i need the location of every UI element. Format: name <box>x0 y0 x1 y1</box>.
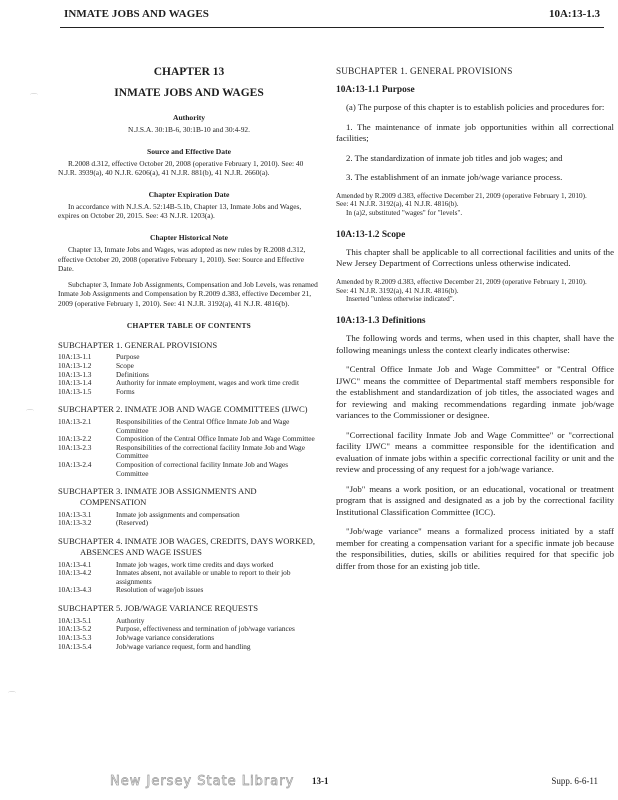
toc-subchapter-title: SUBCHAPTER 4. INMATE JOB WAGES, CREDITS, DAYS WORKED, ABSENCES AND WAGE ISSUES <box>58 536 315 557</box>
toc-row: 10A:13-5.3 Job/wage variance considerations <box>58 632 215 642</box>
section-heading-purpose: 10A:13-1.1 Purpose <box>336 85 415 95</box>
purpose-amendment-note: Amended by R.2009 d.383, effective December 21, 2009 (operative February 1, 2010). See: 41 N.J.R. 3192(a), 41 N.J.R. 4816(b). In (a)2, substituted "wages" for "levels". <box>336 191 587 218</box>
authority-text: N.J.S.A. 30:1B-6, 30:1B-10 and 30:4-92. <box>128 125 250 134</box>
toc-row: 10A:13-1.4 Authority for inmate employment, wages and work time credit <box>58 378 299 388</box>
toc-subchapter-5 <box>58 603 320 651</box>
purpose-item-2: 2. The standardization of inmate job titles and job wages; and <box>346 152 563 163</box>
toc-row: 10A:13-3.2 (Reserved) <box>58 518 149 528</box>
toc-row: 10A:13-2.1 Responsibilities of the Central Office Inmate Job and Wage Committee <box>58 417 290 435</box>
toc-subchapter-title: SUBCHAPTER 1. GENERAL PROVISIONS <box>58 339 218 350</box>
subchapter-heading: SUBCHAPTER 1. GENERAL PROVISIONS <box>336 66 513 76</box>
toc-row: 10A:13-4.3 Resolution of wage/job issues <box>58 585 204 595</box>
toc-row: 10A:13-4.2 Inmates absent, not available or unable to report to their job assignments <box>58 568 291 586</box>
purpose-item-1: 1. The maintenance of inmate job opportunities within all correctional facilities; <box>336 121 614 143</box>
toc-subchapter-title: SUBCHAPTER 3. INMATE JOB ASSIGNMENTS AND COMPENSATION <box>58 486 257 508</box>
toc-row: 10A:13-1.3 Definitions <box>58 369 149 379</box>
chapter-title: INMATE JOBS AND WAGES <box>114 87 264 99</box>
scope-amendment-note: Amended by R.2009 d.383, effective December 21, 2009 (operative February 1, 2010). See: 41 N.J.R. 3192(a), 41 N.J.R. 4816(b). Inserted "unless otherwise indicated". <box>336 277 587 304</box>
history-text-1: Chapter 13, Inmate Jobs and Wages, was adopted as new rules by R.2008 d.312, effective October 20, 2008 (operative February 1, 2010). See: Source and Effective Date. <box>58 244 306 274</box>
source-heading: Source and Effective Date <box>146 146 231 156</box>
toc-subchapter-1 <box>58 340 320 397</box>
toc-row: 10A:13-5.4 Job/wage variance request, form and handling <box>58 641 251 651</box>
library-watermark: New Jersey State Library <box>110 774 295 789</box>
toc-row: 10A:13-1.5 Forms <box>58 386 135 396</box>
history-heading: Chapter Historical Note <box>150 232 228 242</box>
purpose-item-3: 3. The establishment of an inmate job/wage variance process. <box>346 172 563 182</box>
running-header <box>0 0 618 33</box>
scope-text: This chapter shall be applicable to all correctional facilities and units of the New Jersey Department of Corrections unless otherwise indicated. <box>336 246 614 269</box>
definition-facility-ijwc: "Correctional facility Inmate Job and Wage Committee" or "correctional facility IJWC" means a committee responsible for the identification and evaluation of inmate jobs within a specific correctional facility or unit and the review and processing of any request for a job/wage variance. <box>336 429 614 475</box>
definition-central-office-ijwc: "Central Office Inmate Job and Wage Committee" or "Central Office IJWC" means the committee of Departmental staff members responsible for the establishment and standardization of job titles, the associated wages and for reviewing and making recommendations regarding inmate job/wage variances to the Commissioner or designee. <box>336 364 614 421</box>
margin-mark: ⌒ <box>26 409 34 418</box>
section-heading-definitions: 10A:13-1.3 Definitions <box>336 316 426 327</box>
definition-job: "Job" means a work position, or an educational, vocational or treatment program that is assigned and designated as a job by the correctional facility Institutional Classification Committee (ICC). <box>336 483 614 517</box>
toc-row: 10A:13-5.1 Authority <box>58 615 145 625</box>
header-rule <box>60 27 604 28</box>
definition-job-wage-variance: "Job/wage variance" means a formalized process initiated by a staff member for creating a compensation variant for a specific inmate job because the responsibilities, duties, skills or abilities required for that specific job differ from those for an existing job title. <box>336 526 614 571</box>
chapter-number: CHAPTER 13 <box>153 66 225 78</box>
toc-subchapter-title: SUBCHAPTER 5. JOB/WAGE VARIANCE REQUESTS <box>58 603 258 613</box>
margin-mark: ⌒ <box>30 93 38 102</box>
definitions-intro: The following words and terms, when used in this chapter, shall have the following meanings unless the context clearly indicates otherwise: <box>336 333 614 355</box>
toc-row: 10A:13-1.1 Purpose <box>58 352 140 362</box>
toc-row: 10A:13-3.1 Inmate job assignments and compensation <box>58 509 240 519</box>
toc-subchapter-title: SUBCHAPTER 2. INMATE JOB AND WAGE COMMITTEES (IJWC) <box>58 404 308 415</box>
toc-subchapter-4 <box>58 536 320 595</box>
left-column <box>58 66 320 659</box>
toc-row: 10A:13-5.2 Purpose, effectiveness and termination of job/wage variances <box>58 624 295 634</box>
toc-row: 10A:13-1.2 Scope <box>58 360 134 370</box>
right-column <box>336 66 614 580</box>
toc-row: 10A:13-2.4 Composition of correctional facility Inmate Job and Wages Committee <box>58 460 289 478</box>
expiration-text: In accordance with N.J.S.A. 52:14B-5.1b, Chapter 13, Inmate Jobs and Wages, expires on October 20, 2015. See: 43 N.J.R. 1203(a). <box>58 201 302 221</box>
expiration-heading: Chapter Expiration Date <box>148 189 230 199</box>
toc-subchapter-2 <box>58 404 320 478</box>
history-text-2: Subchapter 3, Inmate Job Assignments, Compensation and Job Levels, was renamed Inmate Job Assignments and Compensation by R.2009 d.383, effective December 21, 2009 (operative February 1, 2010). See: 41 N.J.R. 3192(a), 41 N.J.R. 4816(b). <box>58 279 318 308</box>
source-text: R.2008 d.312, effective October 20, 2008 (operative February 1, 2010). See: 40 N.J.R. 3939(a), 40 N.J.R. 6206(a), 41 N.J.R. 881(b), 41 N.J.R. 2660(a). <box>58 158 304 178</box>
toc-heading: CHAPTER TABLE OF CONTENTS <box>126 320 252 330</box>
purpose-intro: (a) The purpose of this chapter is to establish policies and procedures for: <box>346 102 605 112</box>
header-section-code: 10A:13-1.3 <box>548 8 600 20</box>
toc-row: 10A:13-4.1 Inmate job wages, work time credits and days worked <box>58 559 274 569</box>
toc-row: 10A:13-2.3 Responsibilities of the correctional facility Inmate Job and Wage Committee <box>58 442 305 461</box>
section-heading-scope: 10A:13-1.2 Scope <box>336 229 406 240</box>
header-title: INMATE JOBS AND WAGES <box>64 8 210 20</box>
supplement-date: Supp. 6-6-11 <box>551 776 598 786</box>
toc-subchapter-3 <box>58 486 320 528</box>
authority-heading: Authority <box>172 113 206 122</box>
margin-mark: ⌒ <box>8 691 16 700</box>
page-number: 13-1 <box>312 776 329 786</box>
toc-row: 10A:13-2.2 Composition of the Central Office Inmate Job and Wage Committee <box>58 434 315 444</box>
